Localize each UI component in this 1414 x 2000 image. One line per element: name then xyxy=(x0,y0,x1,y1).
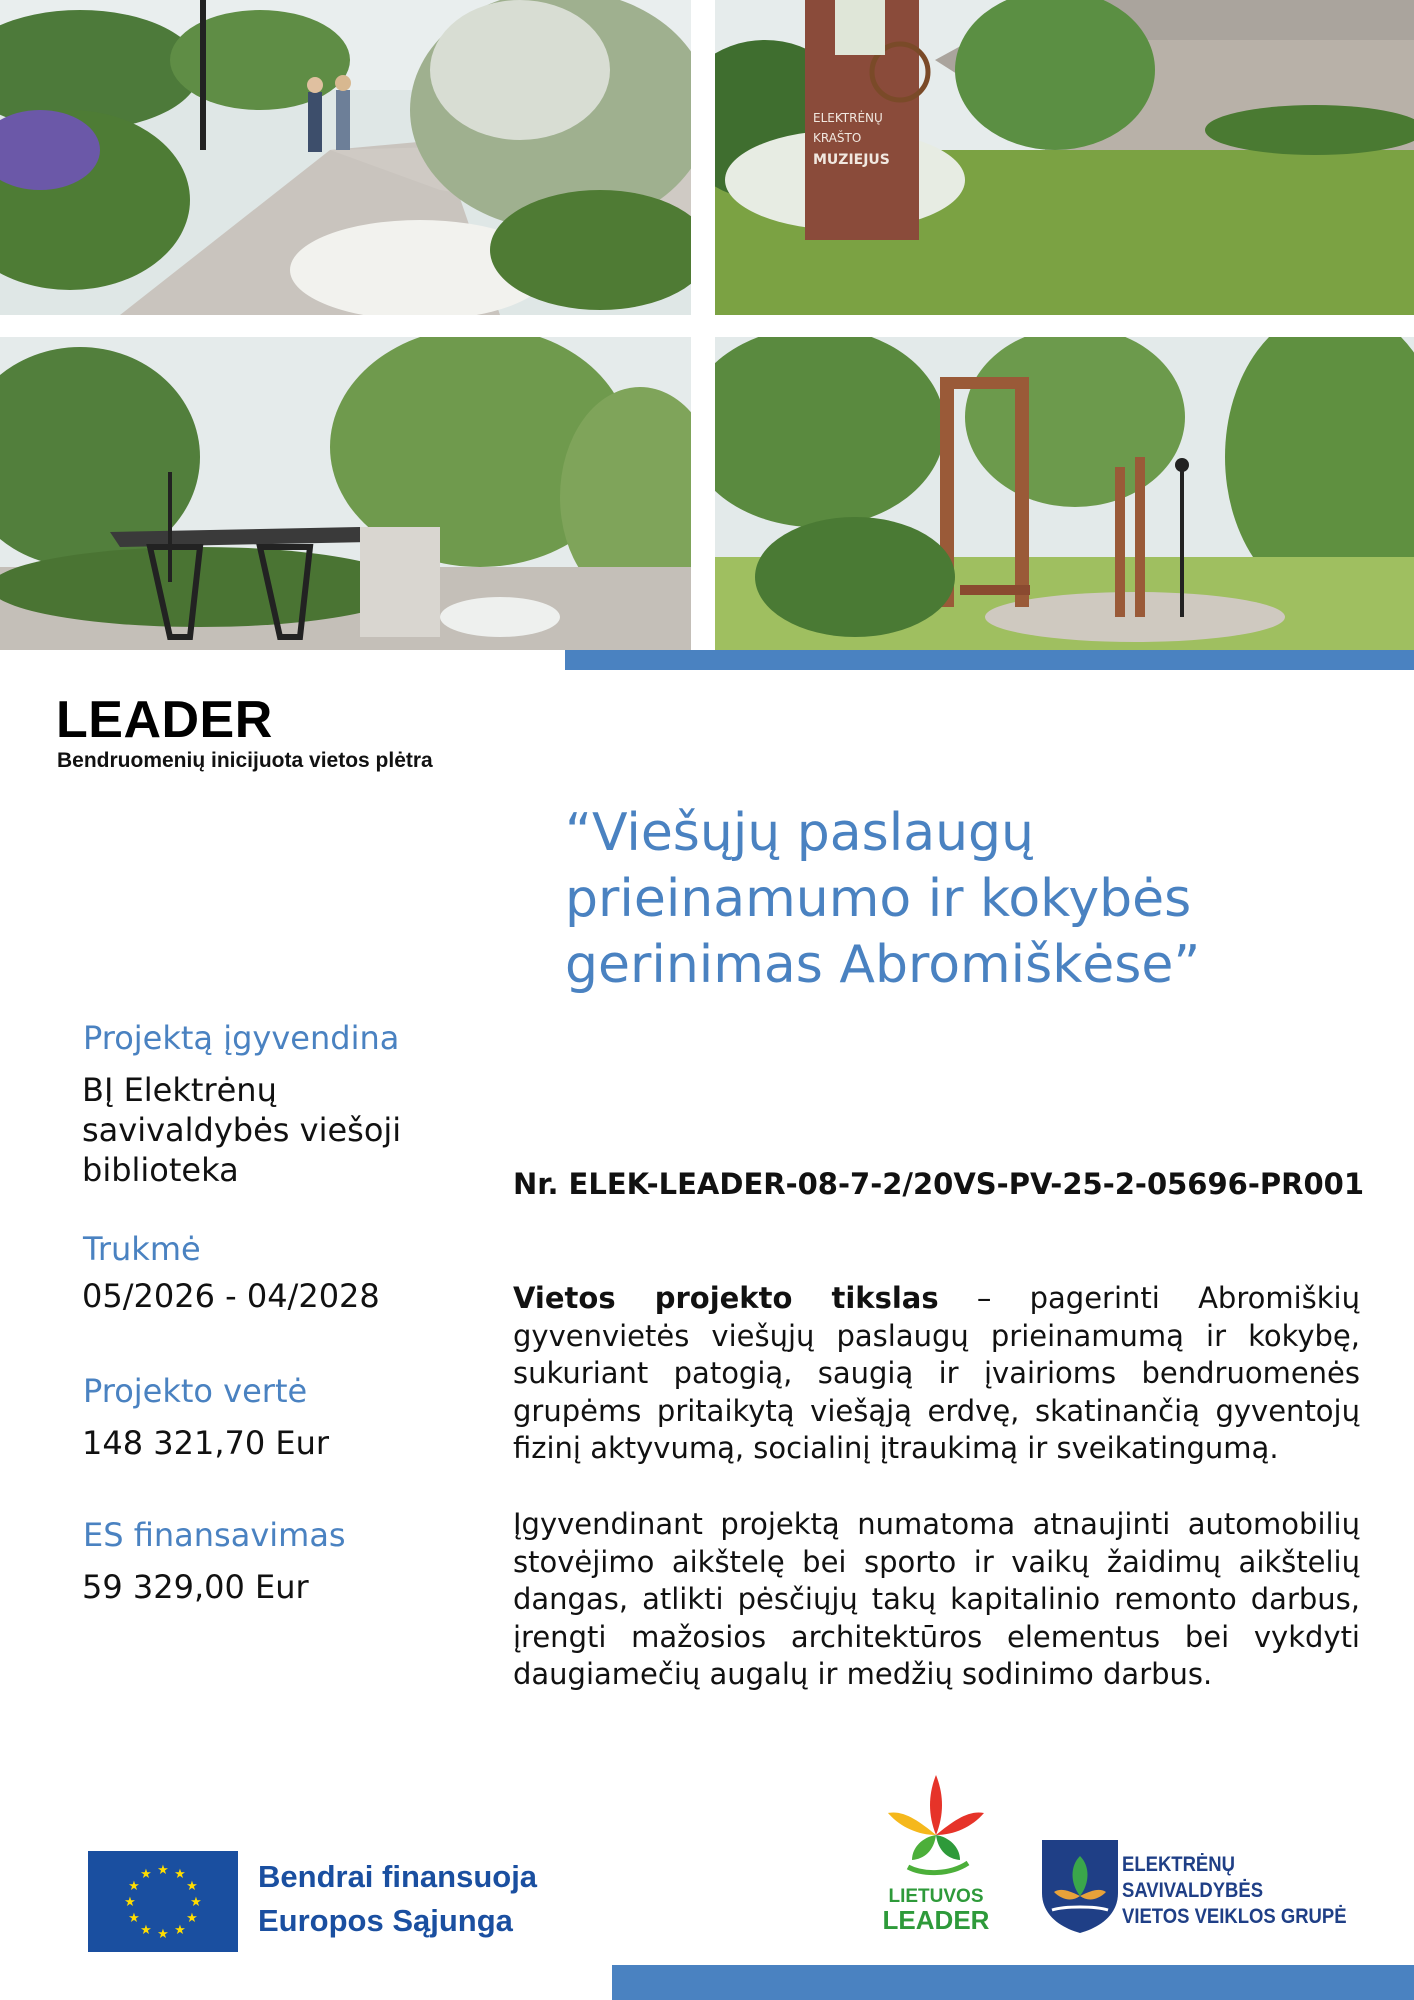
vvg-shield-logo xyxy=(1040,1838,1120,1934)
svg-text:★: ★ xyxy=(174,1867,186,1882)
eu-flag-icon xyxy=(88,1851,238,1952)
svg-text:★: ★ xyxy=(174,1923,186,1938)
vvg-line2: VIETOS VEIKLOS GRUPĖ xyxy=(1122,1905,1347,1928)
lietuvos-text: LIETUVOS xyxy=(888,1886,984,1907)
eu-cofunding-line2: Europos Sąjunga xyxy=(258,1903,513,1938)
eu-funding-amount: 59 329,00 Eur xyxy=(82,1568,309,1606)
project-goal-paragraph xyxy=(513,1280,1360,1468)
vvg-name-text xyxy=(1122,1852,1379,1930)
lietuvos-leader-logo xyxy=(878,1775,994,1935)
svg-text:★: ★ xyxy=(190,1895,202,1910)
project-number: Nr. ELEK-LEADER-08-7-2/20VS-PV-25-2-05696-PR001 xyxy=(513,1167,1364,1201)
eu-funding-label: ES finansavimas xyxy=(83,1516,346,1554)
svg-text:★: ★ xyxy=(140,1867,152,1882)
project-works-paragraph: Įgyvendinant projektą numatoma atnaujinti automobilių stovėjimo aikštelę bei sporto ir vaikų žaidimų aikštelių dangas, atlikti pėsčiųjų takų kapitalinio remonto darbus, įrengti mažosios architektūros elementus bei vykdyti daugiamečių augalų ir medžių sodinimo darbus. xyxy=(513,1507,1360,1691)
accent-bar-top xyxy=(565,650,1414,670)
park-path-photo xyxy=(0,0,691,315)
eu-cofunding-text xyxy=(258,1855,537,1943)
museum-photo xyxy=(715,0,1414,315)
project-value-amount: 148 321,70 Eur xyxy=(82,1424,330,1462)
project-goal-text: – pagerinti Abromiškių gyvenvietės viešųjų paslaugų prieinamumą ir kokybę, sukuriant patogią, saugią ir įvairioms bendruomenės grupėms pritaikytą viešąją erdvę, skatinančią gyventojų fizinį aktyvumą, socialinį įtraukimą ir sveikatingumą. xyxy=(513,1281,1360,1465)
museum-sign-line2: KRAŠTO xyxy=(813,131,862,145)
svg-text:★: ★ xyxy=(124,1895,136,1910)
svg-text:★: ★ xyxy=(157,1927,169,1942)
leader-subtitle: Bendruomenių inicijuota vietos plėtra xyxy=(57,749,433,772)
svg-text:★: ★ xyxy=(140,1923,152,1938)
vvg-line1: ELEKTRĖNŲ SAVIVALDYBĖS xyxy=(1122,1853,1264,1902)
leader-title: LEADER xyxy=(56,691,273,749)
project-value-label: Projekto vertė xyxy=(83,1372,308,1410)
project-goal-heading: Vietos projekto tikslas xyxy=(513,1281,939,1315)
svg-text:★: ★ xyxy=(128,1911,140,1926)
svg-text:★: ★ xyxy=(128,1879,140,1894)
museum-sign-line3: MUZIEJUS xyxy=(813,152,890,168)
museum-sign-line1: ELEKTRĖNŲ xyxy=(813,111,883,125)
svg-text:★: ★ xyxy=(186,1911,198,1926)
duration-label: Trukmė xyxy=(83,1230,201,1268)
implementer-value: BĮ Elektrėnų savivaldybės viešoji biblioteka xyxy=(82,1071,402,1189)
leader-logo-text: LEADER xyxy=(882,1905,990,1935)
bus-shelter-photo xyxy=(0,337,691,650)
implementer-label: Projektą įgyvendina xyxy=(83,1019,400,1057)
svg-text:★: ★ xyxy=(186,1879,198,1894)
project-title: “Viešųjų paslaugų prieinamumo ir kokybės gerinimas Abromiškėse” xyxy=(565,803,1201,995)
swings-photo xyxy=(715,337,1414,650)
accent-bar-bottom xyxy=(612,1965,1414,2000)
eu-cofunding-line1: Bendrai finansuoja xyxy=(258,1859,538,1894)
svg-text:★: ★ xyxy=(157,1863,169,1878)
duration-value: 05/2026 - 04/2028 xyxy=(82,1277,380,1315)
